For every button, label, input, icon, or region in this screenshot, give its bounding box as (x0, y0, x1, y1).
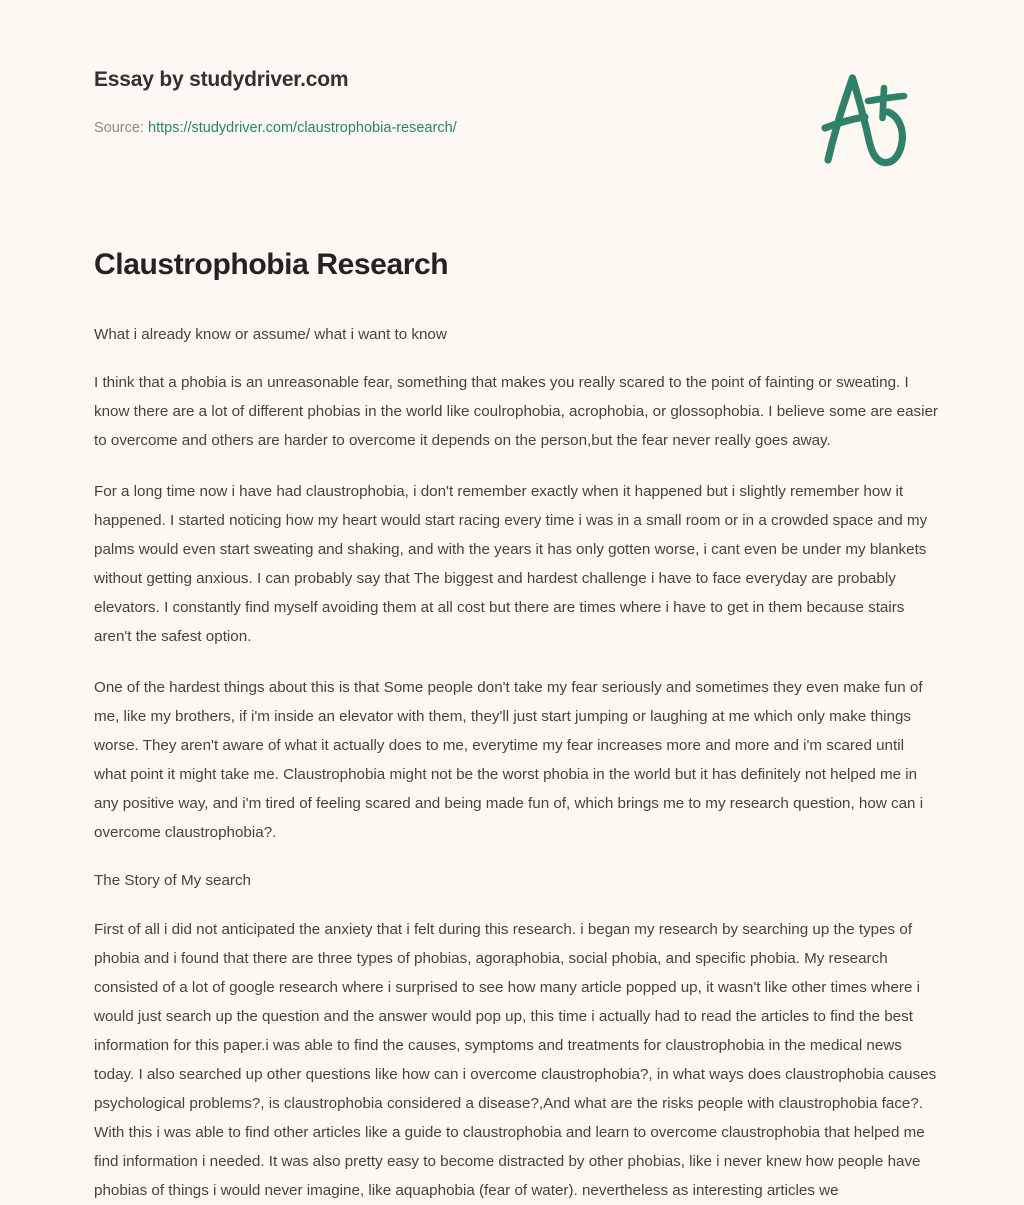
article-blocks (94, 323, 940, 1205)
body-paragraph: For a long time now i have had claustrophobia, i don't remember exactly when it happened but i slightly remember how it happened. I started noticing how my heart would start racing every time i was in a small room or in a crowded space and my palms would even start sweating and shaking, and with the years it has only gotten worse, i cant even be under my blankets without getting anxious. I can probably say that The biggest and hardest challenge i have to face everyday are probably elevators. I constantly find myself avoiding them at all cost but there are times where i have to get in them because stairs aren't the safest option. (94, 483, 928, 646)
source-url-link[interactable]: https://studydriver.com/claustrophobia-research/ (148, 120, 457, 136)
body-paragraph: I think that a phobia is an unreasonable fear, something that makes you really scared to the point of fainting or sweating. I know there are a lot of different phobias in the world like coulrophobia, acrophobia, or glossophobia. I believe some are easier to overcome and others are harder to overcome it depends on the person,but the fear never really goes away. (94, 374, 938, 450)
section-heading: The Story of My search (94, 872, 251, 890)
page-header (0, 0, 1024, 200)
body-paragraph: First of all i did not anticipated the anxiety that i felt during this research. i began my research by searching up the types of phobia and i found that there are three types of phobias, agoraphobia, social phobia, and specific phobia. My research consisted of a lot of google research where i surprised to see how many article popped up, it wasn't like other times where i would just search up the question and the answer would pop up, this time i actually had to read the articles to find the best information for this paper.i was able to find the causes, symptoms and treatments for claustrophobia in the medical news today. I also searched up other questions like how can i overcome claustrophobia?, in what ways does claustrophobia causes psychological problems?, is claustrophobia considered a disease?,And what are the risks people with claustrophobia face?. With this i was able to find other articles like a guide to claustrophobia and learn to overcome claustrophobia that helped me find information i needed. It was also pretty easy to become distracted by other phobias, like i never knew how people have phobias of things i would never imagine, like aquaphobia (fear of water). nevertheless as interesting articles we (94, 920, 937, 1199)
source-line (94, 120, 457, 136)
source-label: Source: (94, 120, 148, 136)
brand-byline: Essay by studydriver.com (94, 68, 349, 91)
page-title: Claustrophobia Research (94, 248, 449, 281)
section-heading: What i already know or assume/ what i want to know (94, 325, 447, 343)
studydriver-a-plus-logo (812, 66, 916, 172)
article-body (94, 248, 940, 1205)
a-plus-icon (812, 66, 916, 172)
body-paragraph: One of the hardest things about this is that Some people don't take my fear seriously and sometimes they even make fun of me, like my brothers, if i'm inside an elevator with them, they'll just start jumping or laughing at me which only make things worse. They aren't aware of what it actually does to me, everytime my fear increases more and more and i'm scared until what point it might take me. Claustrophobia might not be the worst phobia in the world but it has definitely not helped me in any positive way, and i'm tired of feeling scared and being made fun of, which brings me to my research question, how can i overcome claustrophobia?. (94, 679, 924, 842)
